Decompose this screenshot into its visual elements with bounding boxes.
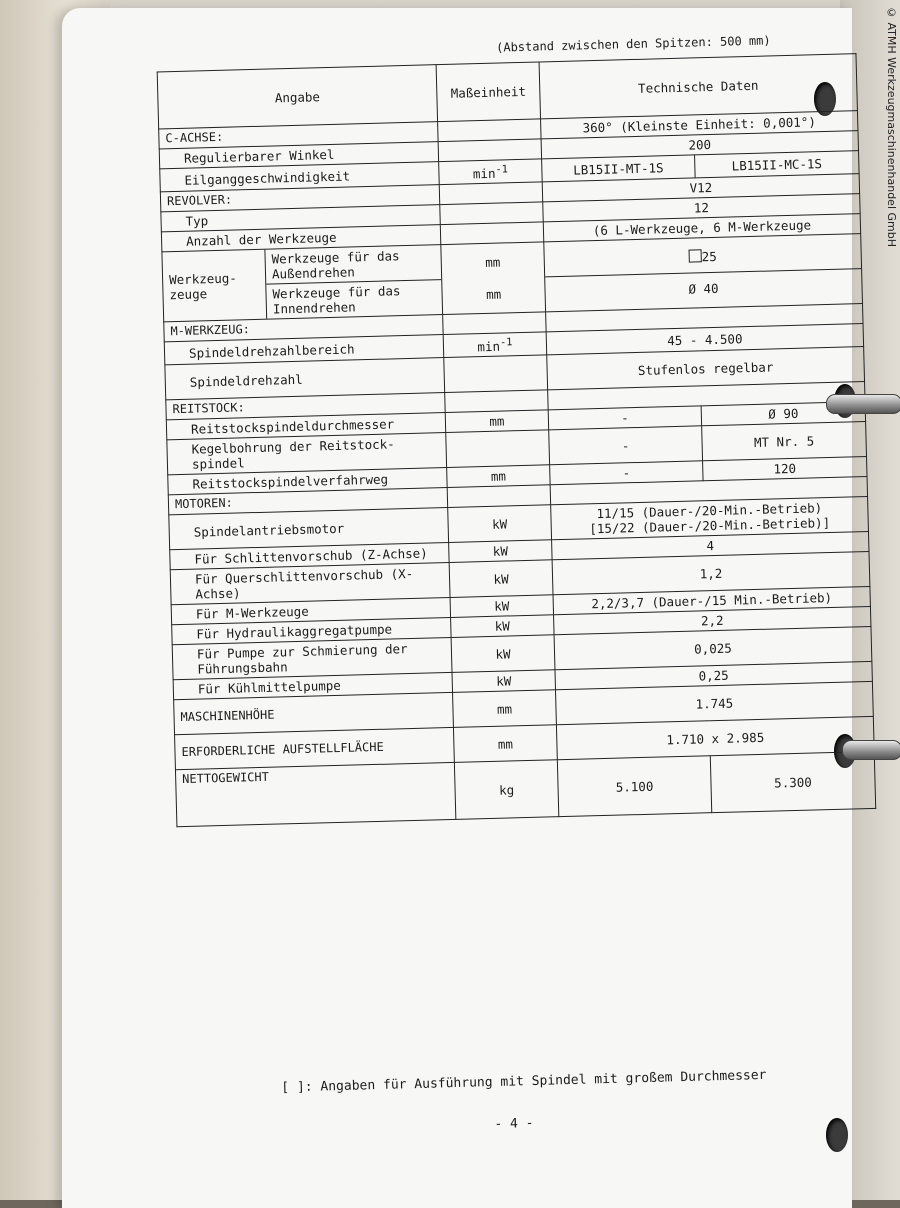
binder-ring	[826, 394, 900, 414]
spec-table	[157, 53, 877, 827]
label-hydraulik: Für Hydraulikaggregatpumpe	[172, 618, 451, 645]
label-rs-durchmesser: Reitstockspindeldurchmesser	[166, 413, 445, 440]
label-typ: Typ	[161, 205, 440, 232]
value-cell: 1.710 x 2.985	[556, 717, 874, 760]
model-mc: LB15II-MC-1S	[695, 151, 860, 178]
label-verfahrweg: Reitstockspindelverfahrweg	[168, 468, 447, 495]
header-note: (Abstand zwischen den Spitzen: 500 mm)	[495, 33, 771, 55]
label-drehzahl: Spindeldrehzahl	[165, 358, 445, 400]
page-number: - 4 -	[494, 1115, 534, 1132]
werkzeuge-cell	[162, 245, 443, 322]
label-querschlitten: Für Querschlittenvorschub (X-Achse)	[170, 563, 450, 605]
punch-hole	[826, 1118, 848, 1152]
innen-value: Ø 40	[688, 280, 719, 297]
value-cell: 1,2	[552, 552, 870, 595]
unit-cell	[444, 355, 548, 393]
label-drehzahlbereich: Spindeldrehzahlbereich	[164, 335, 444, 365]
unit-cell: kW	[451, 615, 554, 638]
label-innen: Werkzeuge für das Innendrehen	[272, 283, 401, 317]
unit-cell: mm	[445, 410, 548, 433]
label-reg-winkel: Regulierbarer Winkel	[159, 142, 438, 169]
label-aussen: Werkzeuge für das Außendrehen	[265, 245, 441, 285]
unit-cell	[439, 182, 542, 205]
section-revolver: REVOLVER:	[160, 185, 439, 212]
unit-cell: mm	[447, 465, 550, 488]
unit-exponent: -1	[499, 336, 513, 349]
value-mc: 120	[703, 457, 867, 481]
unit-cell	[443, 312, 546, 335]
unit-cell: kW	[451, 635, 555, 673]
label-anzahl: Anzahl der Werkzeuge	[161, 225, 440, 252]
section-m-werkzeug: M-WERKZEUG:	[164, 315, 443, 342]
unit-cell	[441, 242, 546, 315]
value-cell: 360° (Kleinste Einheit: 0,001°)	[541, 111, 858, 139]
model-mt: LB15II-MT-1S	[542, 155, 696, 182]
unit-cell	[443, 332, 547, 358]
aussen-value: 25	[701, 249, 717, 265]
value-cell: 0,025	[554, 627, 872, 670]
value-mt: -	[549, 426, 703, 465]
unit-mm: mm	[485, 254, 501, 271]
unit-cell: kg	[454, 760, 558, 820]
value-mc: 5.300	[710, 752, 875, 813]
section-c-achse: C-ACHSE:	[159, 122, 438, 149]
section-reitstock: REITSTOCK:	[166, 393, 445, 420]
unit-cell: mm	[453, 725, 557, 763]
unit-cell: kW	[448, 505, 552, 543]
header-angabe: Angabe	[157, 65, 437, 129]
label-eilgang: Eilganggeschwindigkeit	[160, 162, 440, 192]
value-cell: 200	[541, 131, 858, 159]
section-hoehe: MASCHINENHÖHE	[174, 693, 454, 735]
spindelmotor-value: 11/15 (Dauer-/20-Min.-Betrieb)	[596, 500, 823, 522]
spindelmotor-value-alt: [15/22 (Dauer-/20-Min.-Betrieb)]	[589, 515, 831, 537]
unit-mm: mm	[485, 286, 502, 303]
value-cell: 45 - 4.500	[546, 324, 863, 355]
header-masseinheit: Maßeinheit	[436, 62, 540, 122]
document-content	[136, 27, 856, 1132]
label-kegel: Kegelbohrung der Reitstock-spindel	[167, 433, 447, 475]
unit-cell: kW	[450, 595, 553, 618]
unit-cell	[438, 139, 541, 162]
label-spindelmotor: Spindelantriebsmotor	[169, 508, 449, 550]
label-schmierung: Für Pumpe zur Schmierung der Führungsbahn	[172, 638, 452, 680]
unit-cell	[440, 222, 543, 245]
unit-cell	[447, 485, 550, 508]
label-kuehl: Für Kühlmittelpumpe	[173, 673, 452, 700]
value-cell: 12	[543, 194, 860, 222]
value-mt: 5.100	[557, 756, 711, 817]
unit-cell: kW	[452, 670, 555, 693]
unit-min: min	[477, 338, 501, 355]
unit-cell: kW	[449, 540, 552, 563]
unit-cell	[446, 430, 550, 468]
value-mt: -	[550, 461, 703, 485]
value-mt: -	[548, 406, 701, 430]
value-cell: 1.745	[556, 682, 874, 725]
value-mc: Ø 90	[701, 402, 865, 426]
label-m-werkzeuge: Für M-Werkzeuge	[171, 598, 450, 625]
value-cell: V12	[542, 174, 859, 202]
unit-cell	[445, 390, 548, 413]
label-schlitten: Für Schlittenvorschub (Z-Achse)	[170, 543, 449, 570]
document-page	[62, 8, 852, 1208]
value-cell: 0,25	[555, 662, 872, 690]
footnote: [ ]: Angaben für Ausführung mit Spindel mit großem Durchmesser	[281, 1067, 767, 1096]
value-cell: Stufenlos regelbar	[547, 347, 865, 390]
value-cell: (6 L-Werkzeuge, 6 M-Werkzeuge	[543, 214, 860, 242]
copyright-watermark: © ATMH Werkzeugmaschinenhandel GmbH	[885, 6, 898, 247]
value-cell	[544, 234, 863, 312]
unit-cell: mm	[453, 690, 557, 728]
section-gewicht: NETTOGEWICHT	[175, 763, 455, 827]
section-flaeche: ERFORDERLICHE AUFSTELLFLÄCHE	[175, 728, 455, 770]
header-technische-daten: Technische Daten	[539, 54, 857, 119]
unit-exponent: -1	[495, 163, 509, 176]
binder-ring	[842, 740, 900, 760]
value-cell: 2,2	[554, 607, 871, 635]
unit-cell	[440, 202, 543, 225]
section-motoren: MOTOREN:	[168, 488, 447, 515]
unit-cell	[438, 119, 541, 142]
value-cell: 4	[552, 532, 869, 560]
label-werkzeuge: Werkzeug-zeuge	[162, 250, 267, 322]
square-icon	[688, 249, 701, 262]
value-mc: MT Nr. 5	[702, 422, 867, 461]
unit-cell: kW	[449, 560, 553, 598]
value-cell: 2,2/3,7 (Dauer-/15 Min.-Betrieb)	[553, 587, 870, 615]
unit-min: min	[472, 165, 496, 182]
unit-cell	[439, 159, 543, 185]
